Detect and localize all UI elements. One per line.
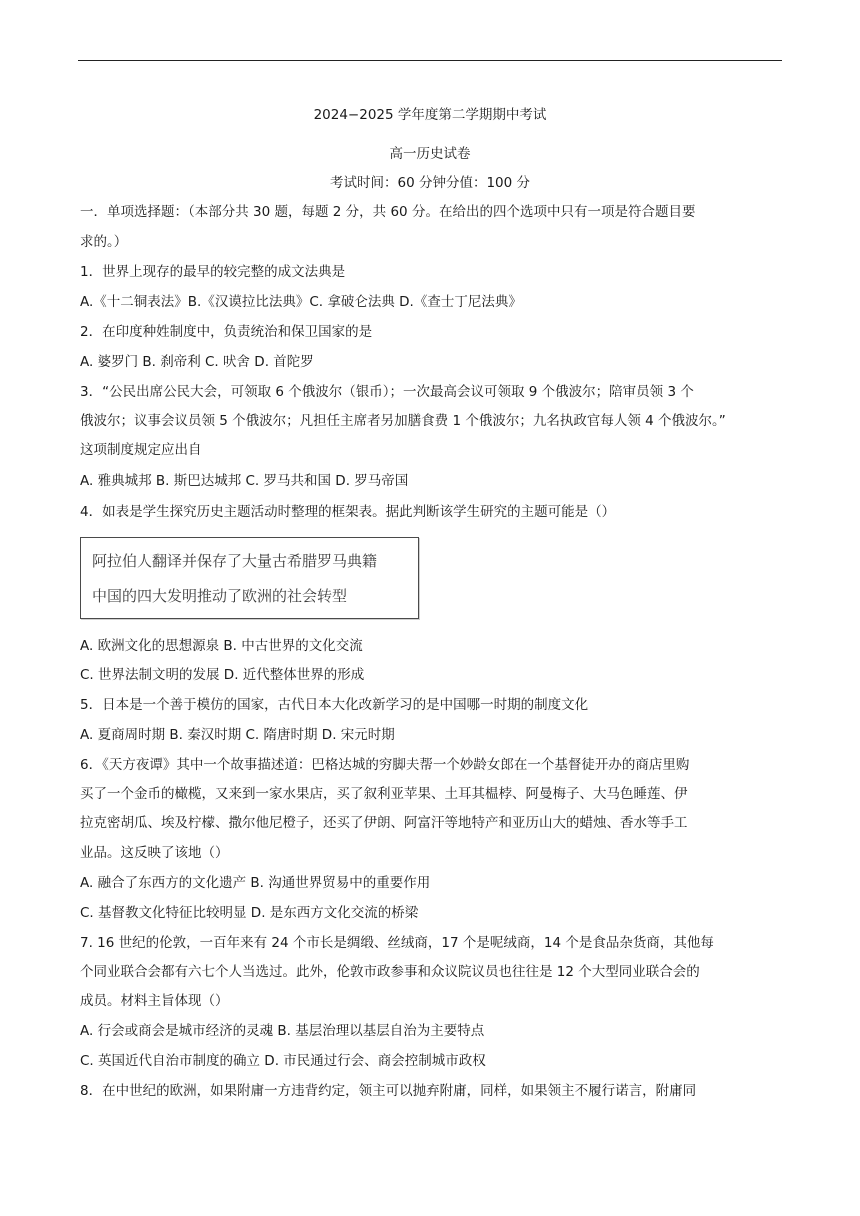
question-5-stem: 5．日本是一个善于模仿的国家，古代日本大化改新学习的是中国哪一时期的制度文化: [80, 697, 589, 713]
question-6-stem-line2: 买了一个金币的橄榄，又来到一家水果店，买了叙利亚苹果、土耳其榅桲、阿曼梅子、大马色睡莲、伊: [80, 786, 688, 802]
question-7-stem: 7. 16 世纪的伦敦，一百年来有 24 个市长是绸缎、丝绒商，17 个是呢绒商，14 个是食品杂货商，其他每: [80, 935, 714, 951]
question-3-options: A. 雅典城邦 B. 斯巴达城邦 C. 罗马共和国 D. 罗马帝国: [80, 473, 409, 489]
question-4-options: A. 欧洲文化的思想源泉 B. 中古世界的文化交流: [80, 638, 363, 654]
header-rule: [78, 60, 782, 61]
question-7-stem-line2: 个同业联合会都有六七个人当选过。此外，伦敦市政参事和众议院议员也往往是 12 个大型同业联合会的: [80, 964, 700, 980]
question-3-stem-line3: 这项制度规定应出自: [80, 442, 202, 458]
section-heading: 一．单项选择题：（本部分共 30 题，每题 2 分，共 60 分。在给出的四个选项中只有一项是符合题目要: [80, 204, 696, 220]
exam-info: 考试时间：60 分钟分值：100 分: [329, 175, 531, 191]
question-2-stem: 2．在印度种姓制度中，负责统治和保卫国家的是: [80, 324, 373, 340]
question-1-stem: 1．世界上现存的最早的较完整的成文法典是: [80, 264, 346, 280]
question-4-stem: 4．如表是学生探究历史主题活动时整理的框架表。据此判断该学生研究的主题可能是（）: [80, 504, 616, 520]
table-row: 阿拉伯人翻译并保存了大量古希腊罗马典籍: [92, 552, 378, 570]
section-heading-cont: 求的。）: [80, 234, 128, 250]
question-7-options-line2: C. 英国近代自治市制度的确立 D. 市民通过行会、商会控制城市政权: [80, 1053, 486, 1069]
question-2-options: A. 婆罗门 B. 刹帝利 C. 吠舍 D. 首陀罗: [80, 354, 314, 370]
question-6-stem-line4: 业品。这反映了该地（）: [80, 845, 229, 861]
question-3-stem-line2: 俄波尔；议事会议员领 5 个俄波尔；凡担任主席者另加膳食费 1 个俄波尔；九名执政官每人领 4 个俄波尔。”: [80, 413, 726, 429]
question-6-options: A. 融合了东西方的文化遗产 B. 沟通世界贸易中的重要作用: [80, 875, 431, 891]
question-4-options-line2: C. 世界法制文明的发展 D. 近代整体世界的形成: [80, 667, 365, 683]
question-7-stem-line3: 成员。材料主旨体现（）: [80, 993, 229, 1009]
question-6-stem: 6．《天方夜谭》其中一个故事描述道：巴格达城的穷脚夫帮一个妙龄女郎在一个基督徒开办的商店里购: [80, 757, 690, 773]
question-8-stem: 8．在中世纪的欧洲，如果附庸一方违背约定，领主可以抛弃附庸，同样，如果领主不履行诺言，附庸同: [80, 1083, 697, 1099]
exam-title: 2024−2025 学年度第二学期期中考试: [313, 107, 547, 123]
question-3-stem: 3．“公民出席公民大会，可领取 6 个俄波尔（银币）；一次最高会议可领取 9 个俄波尔；陪审员领 3 个: [80, 384, 694, 400]
question-6-options-line2: C. 基督教文化特征比较明显 D. 是东西方文化交流的桥梁: [80, 905, 419, 921]
question-4-table: [80, 537, 419, 619]
question-1-options: A.《十二铜表法》B.《汉谟拉比法典》C. 拿破仑法典 D.《查士丁尼法典》: [80, 294, 522, 310]
question-6-stem-line3: 拉克密胡瓜、埃及柠檬、撒尔他尼橙子，还买了伊朗、阿富汗等地特产和亚历山大的蜡烛、香水等手工: [80, 815, 688, 831]
question-7-options: A. 行会或商会是城市经济的灵魂 B. 基层治理以基层自治为主要特点: [80, 1023, 485, 1039]
question-5-options: A. 夏商周时期 B. 秦汉时期 C. 隋唐时期 D. 宋元时期: [80, 727, 395, 743]
table-row: 中国的四大发明推动了欧洲的社会转型: [92, 587, 348, 605]
paper-subtitle: 高一历史试卷: [389, 146, 471, 162]
